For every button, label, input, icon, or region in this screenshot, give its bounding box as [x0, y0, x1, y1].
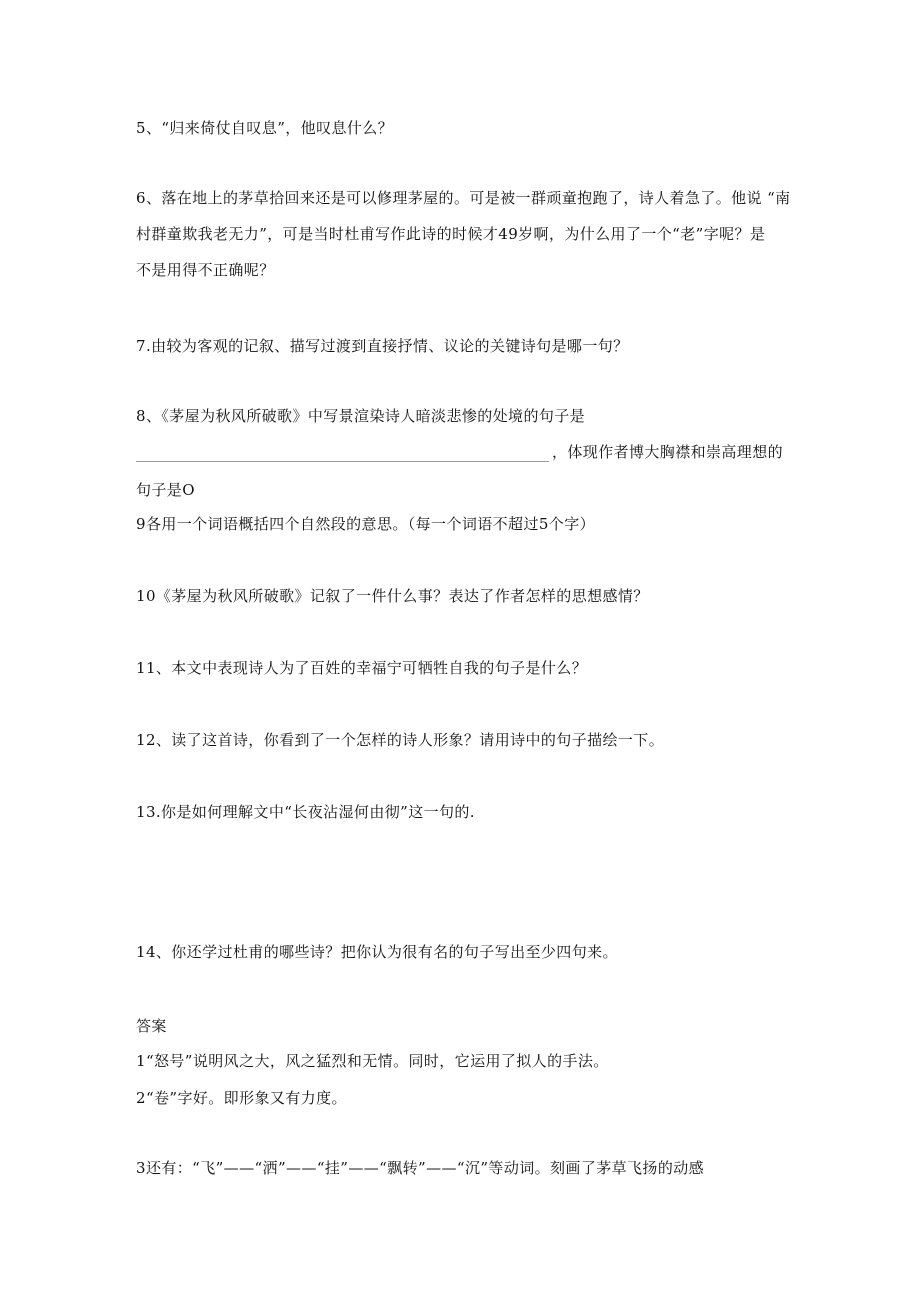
question-6-line-3: 不是用得不正确呢？	[136, 261, 275, 279]
question-12: 12、读了这首诗，你看到了一个怎样的诗人形象？请用诗中的句子描绘一下。	[136, 731, 665, 749]
question-6-line-1: 6、落在地上的茅草拾回来还是可以修理茅屋的。可是被一群顽童抱跑了，诗人着急了。他说 “南	[136, 189, 791, 207]
question-8-line-1: 8、《茅屋为秋风所破歌》中写景渲染诗人暗淡悲惨的处境的句子是	[136, 407, 586, 425]
question-7: 7.由较为客观的记叙、描写过渡到直接抒情、议论的关键诗句是哪一句？	[136, 337, 629, 355]
answer-2: 2“卷”字好。即形象又有力度。	[136, 1089, 347, 1107]
question-8-line-3: 句子是O	[136, 481, 195, 499]
answer-1: 1“怒号”说明风之大，风之猛烈和无情。同时，它运用了拟人的手法。	[136, 1052, 609, 1070]
question-8-line-2: ，体现作者博大胸襟和崇高理想的	[552, 443, 784, 461]
question-6-line-2: 村群童欺我老无力”，可是当时杜甫写作此诗的时候才49岁啊，为什么用了一个“老”字呢？是	[136, 225, 766, 243]
answer-3: 3还有：“飞”——“洒”——“挂”——“飘转”——“沉”等动词。刻画了茅草飞扬的动感	[136, 1159, 705, 1177]
question-13: 13.你是如何理解文中“长夜沾湿何由彻”这一句的.	[136, 803, 475, 821]
answer-blank-line	[136, 449, 549, 462]
question-11: 11、本文中表现诗人为了百姓的幸福宁可牺牲自我的句子是什么？	[136, 659, 588, 677]
answers-heading: 答案	[136, 1017, 167, 1035]
question-10: 10《茅屋为秋风所破歌》记叙了一件什么事？表达了作者怎样的思想感情？	[136, 587, 649, 605]
question-9: 9各用一个词语概括四个自然段的意思。（每一个词语不超过5个字）	[136, 515, 595, 533]
question-14: 14、你还学过杜甫的哪些诗？把你认为很有名的句子写出至少四句来。	[136, 943, 618, 961]
question-5: 5、“归来倚仗自叹息”，他叹息什么？	[136, 119, 394, 137]
